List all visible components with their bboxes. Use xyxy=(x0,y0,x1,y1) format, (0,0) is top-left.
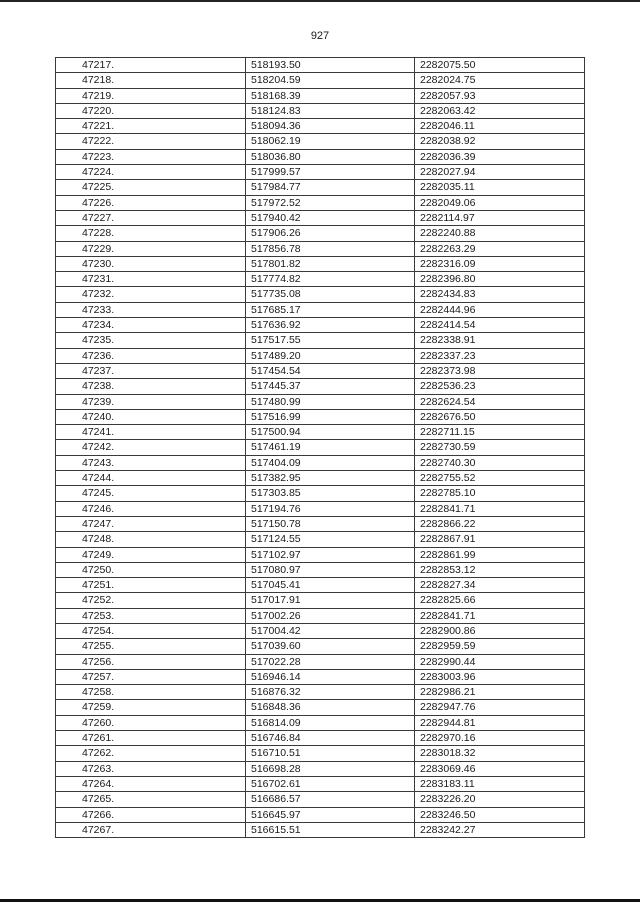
easting-cell: 517102.97 xyxy=(246,547,415,562)
easting-cell: 517045.41 xyxy=(246,578,415,593)
northing-cell: 2282900.86 xyxy=(415,623,585,638)
table-row xyxy=(56,195,585,210)
point-number-cell: 47224. xyxy=(56,165,246,180)
point-number-cell: 47245. xyxy=(56,486,246,501)
northing-cell: 2282740.30 xyxy=(415,455,585,470)
northing-cell: 2282711.15 xyxy=(415,425,585,440)
table-row xyxy=(56,318,585,333)
easting-cell: 517017.91 xyxy=(246,593,415,608)
point-number-cell: 47236. xyxy=(56,348,246,363)
table-row xyxy=(56,440,585,455)
northing-cell: 2282316.09 xyxy=(415,256,585,271)
northing-cell: 2282867.91 xyxy=(415,532,585,547)
northing-cell: 2282114.97 xyxy=(415,210,585,225)
table-row xyxy=(56,532,585,547)
table-row xyxy=(56,516,585,531)
northing-cell: 2282046.11 xyxy=(415,119,585,134)
northing-cell: 2282396.80 xyxy=(415,272,585,287)
northing-cell: 2282338.91 xyxy=(415,333,585,348)
easting-cell: 517735.08 xyxy=(246,287,415,302)
point-number-cell: 47264. xyxy=(56,776,246,791)
point-number-cell: 47231. xyxy=(56,272,246,287)
easting-cell: 518193.50 xyxy=(246,58,415,73)
point-number-cell: 47267. xyxy=(56,822,246,837)
northing-cell: 2282263.29 xyxy=(415,241,585,256)
easting-cell: 516710.51 xyxy=(246,746,415,761)
table-row xyxy=(56,746,585,761)
northing-cell: 2282035.11 xyxy=(415,180,585,195)
northing-cell: 2282444.96 xyxy=(415,302,585,317)
point-number-cell: 47237. xyxy=(56,363,246,378)
point-number-cell: 47262. xyxy=(56,746,246,761)
northing-cell: 2282624.54 xyxy=(415,394,585,409)
table-row xyxy=(56,58,585,73)
table-row xyxy=(56,103,585,118)
table-row xyxy=(56,394,585,409)
point-number-cell: 47219. xyxy=(56,88,246,103)
point-number-cell: 47265. xyxy=(56,792,246,807)
northing-cell: 2283018.32 xyxy=(415,746,585,761)
northing-cell: 2282038.92 xyxy=(415,134,585,149)
northing-cell: 2282866.22 xyxy=(415,516,585,531)
easting-cell: 517150.78 xyxy=(246,516,415,531)
point-number-cell: 47232. xyxy=(56,287,246,302)
table-row xyxy=(56,287,585,302)
point-number-cell: 47222. xyxy=(56,134,246,149)
table-row xyxy=(56,455,585,470)
northing-cell: 2282990.44 xyxy=(415,654,585,669)
northing-cell: 2282959.59 xyxy=(415,639,585,654)
northing-cell: 2282240.88 xyxy=(415,226,585,241)
point-number-cell: 47263. xyxy=(56,761,246,776)
easting-cell: 516686.57 xyxy=(246,792,415,807)
point-number-cell: 47239. xyxy=(56,394,246,409)
northing-cell: 2282970.16 xyxy=(415,731,585,746)
northing-cell: 2282434.83 xyxy=(415,287,585,302)
point-number-cell: 47261. xyxy=(56,731,246,746)
northing-cell: 2282063.42 xyxy=(415,103,585,118)
table-row xyxy=(56,73,585,88)
northing-cell: 2282414.54 xyxy=(415,318,585,333)
easting-cell: 517382.95 xyxy=(246,471,415,486)
northing-cell: 2282057.93 xyxy=(415,88,585,103)
easting-cell: 517906.26 xyxy=(246,226,415,241)
table-row xyxy=(56,562,585,577)
easting-cell: 517461.19 xyxy=(246,440,415,455)
point-number-cell: 47230. xyxy=(56,256,246,271)
northing-cell: 2282373.98 xyxy=(415,363,585,378)
point-number-cell: 47266. xyxy=(56,807,246,822)
point-number-cell: 47244. xyxy=(56,471,246,486)
easting-cell: 517124.55 xyxy=(246,532,415,547)
point-number-cell: 47258. xyxy=(56,685,246,700)
table-row xyxy=(56,547,585,562)
table-row xyxy=(56,715,585,730)
northing-cell: 2283003.96 xyxy=(415,669,585,684)
table-row xyxy=(56,409,585,424)
table-row xyxy=(56,333,585,348)
northing-cell: 2282755.52 xyxy=(415,471,585,486)
table-row xyxy=(56,578,585,593)
easting-cell: 517685.17 xyxy=(246,302,415,317)
easting-cell: 516946.14 xyxy=(246,669,415,684)
easting-cell: 517039.60 xyxy=(246,639,415,654)
point-number-cell: 47251. xyxy=(56,578,246,593)
easting-cell: 517489.20 xyxy=(246,348,415,363)
coordinates-table-body xyxy=(56,58,585,838)
table-row xyxy=(56,302,585,317)
northing-cell: 2282853.12 xyxy=(415,562,585,577)
northing-cell: 2282785.10 xyxy=(415,486,585,501)
table-row xyxy=(56,241,585,256)
table-row xyxy=(56,379,585,394)
point-number-cell: 47259. xyxy=(56,700,246,715)
table-row xyxy=(56,608,585,623)
table-row xyxy=(56,807,585,822)
table-row xyxy=(56,700,585,715)
point-number-cell: 47220. xyxy=(56,103,246,118)
point-number-cell: 47218. xyxy=(56,73,246,88)
northing-cell: 2282947.76 xyxy=(415,700,585,715)
northing-cell: 2282861.99 xyxy=(415,547,585,562)
northing-cell: 2283183.11 xyxy=(415,776,585,791)
point-number-cell: 47228. xyxy=(56,226,246,241)
easting-cell: 517404.09 xyxy=(246,455,415,470)
easting-cell: 517636.92 xyxy=(246,318,415,333)
easting-cell: 517303.85 xyxy=(246,486,415,501)
easting-cell: 517940.42 xyxy=(246,210,415,225)
point-number-cell: 47243. xyxy=(56,455,246,470)
table-row xyxy=(56,272,585,287)
easting-cell: 517774.82 xyxy=(246,272,415,287)
northing-cell: 2282075.50 xyxy=(415,58,585,73)
table-row xyxy=(56,486,585,501)
easting-cell: 516848.36 xyxy=(246,700,415,715)
easting-cell: 517500.94 xyxy=(246,425,415,440)
northing-cell: 2283242.27 xyxy=(415,822,585,837)
point-number-cell: 47235. xyxy=(56,333,246,348)
easting-cell: 517022.28 xyxy=(246,654,415,669)
point-number-cell: 47221. xyxy=(56,119,246,134)
easting-cell: 516645.97 xyxy=(246,807,415,822)
scan-top-edge xyxy=(0,0,640,2)
table-row xyxy=(56,761,585,776)
northing-cell: 2282825.66 xyxy=(415,593,585,608)
easting-cell: 517517.55 xyxy=(246,333,415,348)
table-row xyxy=(56,669,585,684)
table-row xyxy=(56,348,585,363)
easting-cell: 518124.83 xyxy=(246,103,415,118)
easting-cell: 517856.78 xyxy=(246,241,415,256)
table-row xyxy=(56,149,585,164)
point-number-cell: 47226. xyxy=(56,195,246,210)
table-row xyxy=(56,425,585,440)
easting-cell: 518168.39 xyxy=(246,88,415,103)
table-row xyxy=(56,119,585,134)
point-number-cell: 47255. xyxy=(56,639,246,654)
point-number-cell: 47217. xyxy=(56,58,246,73)
easting-cell: 516814.09 xyxy=(246,715,415,730)
point-number-cell: 47238. xyxy=(56,379,246,394)
point-number-cell: 47233. xyxy=(56,302,246,317)
easting-cell: 517004.42 xyxy=(246,623,415,638)
page-number: 927 xyxy=(310,30,330,42)
easting-cell: 517972.52 xyxy=(246,195,415,210)
easting-cell: 517194.76 xyxy=(246,501,415,516)
table-row xyxy=(56,776,585,791)
northing-cell: 2282036.39 xyxy=(415,149,585,164)
easting-cell: 516702.61 xyxy=(246,776,415,791)
point-number-cell: 47249. xyxy=(56,547,246,562)
easting-cell: 517445.37 xyxy=(246,379,415,394)
easting-cell: 518094.36 xyxy=(246,119,415,134)
table-row xyxy=(56,88,585,103)
point-number-cell: 47247. xyxy=(56,516,246,531)
easting-cell: 516615.51 xyxy=(246,822,415,837)
easting-cell: 518062.19 xyxy=(246,134,415,149)
northing-cell: 2282827.34 xyxy=(415,578,585,593)
northing-cell: 2282027.94 xyxy=(415,165,585,180)
easting-cell: 517801.82 xyxy=(246,256,415,271)
northing-cell: 2282986.21 xyxy=(415,685,585,700)
table-row xyxy=(56,363,585,378)
point-number-cell: 47256. xyxy=(56,654,246,669)
point-number-cell: 47240. xyxy=(56,409,246,424)
easting-cell: 517984.77 xyxy=(246,180,415,195)
easting-cell: 517002.26 xyxy=(246,608,415,623)
point-number-cell: 47229. xyxy=(56,241,246,256)
point-number-cell: 47252. xyxy=(56,593,246,608)
coordinates-table xyxy=(55,57,585,838)
easting-cell: 517480.99 xyxy=(246,394,415,409)
point-number-cell: 47260. xyxy=(56,715,246,730)
table-row xyxy=(56,822,585,837)
easting-cell: 517080.97 xyxy=(246,562,415,577)
easting-cell: 518036.80 xyxy=(246,149,415,164)
table-row xyxy=(56,654,585,669)
northing-cell: 2282944.81 xyxy=(415,715,585,730)
table-row xyxy=(56,731,585,746)
northing-cell: 2282841.71 xyxy=(415,608,585,623)
northing-cell: 2283246.50 xyxy=(415,807,585,822)
northing-cell: 2283226.20 xyxy=(415,792,585,807)
point-number-cell: 47257. xyxy=(56,669,246,684)
table-row xyxy=(56,180,585,195)
point-number-cell: 47234. xyxy=(56,318,246,333)
easting-cell: 518204.59 xyxy=(246,73,415,88)
table-row xyxy=(56,471,585,486)
table-row xyxy=(56,226,585,241)
scan-bottom-edge xyxy=(0,899,640,902)
easting-cell: 516698.28 xyxy=(246,761,415,776)
northing-cell: 2282676.50 xyxy=(415,409,585,424)
point-number-cell: 47254. xyxy=(56,623,246,638)
northing-cell: 2282730.59 xyxy=(415,440,585,455)
point-number-cell: 47253. xyxy=(56,608,246,623)
table-row xyxy=(56,593,585,608)
table-row xyxy=(56,685,585,700)
point-number-cell: 47242. xyxy=(56,440,246,455)
point-number-cell: 47223. xyxy=(56,149,246,164)
northing-cell: 2283069.46 xyxy=(415,761,585,776)
point-number-cell: 47241. xyxy=(56,425,246,440)
northing-cell: 2282337.23 xyxy=(415,348,585,363)
table-row xyxy=(56,165,585,180)
table-row xyxy=(56,134,585,149)
table-row xyxy=(56,639,585,654)
point-number-cell: 47250. xyxy=(56,562,246,577)
easting-cell: 517999.57 xyxy=(246,165,415,180)
table-row xyxy=(56,256,585,271)
easting-cell: 517454.54 xyxy=(246,363,415,378)
northing-cell: 2282024.75 xyxy=(415,73,585,88)
table-row xyxy=(56,623,585,638)
table-row xyxy=(56,501,585,516)
point-number-cell: 47225. xyxy=(56,180,246,195)
point-number-cell: 47246. xyxy=(56,501,246,516)
easting-cell: 516876.32 xyxy=(246,685,415,700)
easting-cell: 517516.99 xyxy=(246,409,415,424)
northing-cell: 2282049.06 xyxy=(415,195,585,210)
point-number-cell: 47248. xyxy=(56,532,246,547)
northing-cell: 2282841.71 xyxy=(415,501,585,516)
table-row xyxy=(56,792,585,807)
point-number-cell: 47227. xyxy=(56,210,246,225)
table-row xyxy=(56,210,585,225)
northing-cell: 2282536.23 xyxy=(415,379,585,394)
easting-cell: 516746.84 xyxy=(246,731,415,746)
